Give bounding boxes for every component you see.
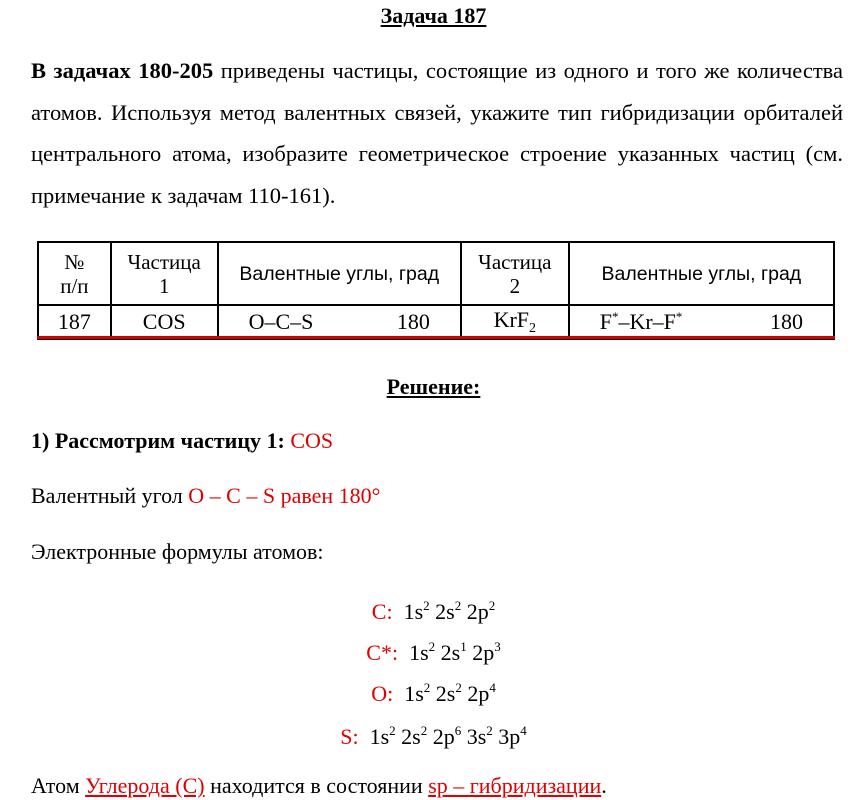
electron-formula-line (0, 717, 867, 751)
formula-atom: O: (371, 681, 394, 706)
angle-1-label: O–C–S (248, 309, 314, 334)
table-header-row (38, 242, 834, 305)
orbital-term: $1s^2$ (403, 598, 430, 624)
table-row (38, 305, 834, 339)
electron-formula-line (0, 633, 867, 667)
task-description (31, 50, 843, 216)
conclusion-line: Атом Углерода (С) находится в состоянии sp – гибридизации. (31, 773, 607, 798)
step-1-particle: COS (290, 428, 334, 453)
header-particle-2: Частица 2 (461, 242, 569, 305)
valence-angle-value: O – C – S равен 180° (188, 483, 381, 508)
orbital-term: $2p^2$ (466, 598, 496, 624)
task-text: приведены частицы, состоящие из одного и того же количества атомов. Используя метод валентных связей, укажите тип гибридизации орбиталей центрального атома, изобразите геометрическое строение указанных частиц (см. примечание к задачам 110-161). (31, 58, 843, 208)
orbital-term: $3s^2$ (466, 723, 493, 749)
header-number: № п/п (38, 242, 111, 305)
formulas-label: Электронные формулы атомов: (31, 539, 324, 564)
header-angles-1: Валентные углы, град (218, 242, 461, 305)
table-red-underline (37, 336, 835, 339)
orbital-term: $2p^3$ (472, 639, 501, 665)
formula-atom: C: (371, 599, 393, 624)
row-particle-1: COS (111, 305, 218, 339)
valence-angle-line: Валентный угол O – C – S равен 180° (31, 483, 381, 508)
row-angle-2 (569, 305, 834, 339)
orbital-term: $2p^4$ (467, 680, 496, 706)
solution-title: Решение: (386, 374, 481, 399)
orbital-term: $2s^2$ (435, 598, 462, 624)
task-table (37, 241, 835, 340)
orbital-term: $1s^2$ (369, 723, 396, 749)
electron-formula-line (0, 674, 867, 708)
task-range: В задачах 180-205 (31, 58, 214, 83)
orbital-term: $2s^2$ (435, 680, 462, 706)
electron-formula-line (0, 592, 867, 626)
orbital-term: $1s^2$ (404, 680, 431, 706)
row-number: 187 (38, 305, 111, 339)
orbital-term: $1s^2$ (409, 639, 436, 665)
angle-2-label: F*–Kr–F* (599, 309, 683, 334)
header-angles-2: Валентные углы, град (569, 242, 834, 305)
row-particle-2: KrF$_2$ (461, 305, 569, 339)
step-1-heading: 1) Рассмотрим частицу 1: COS (31, 428, 334, 453)
conclusion-hybridization: sp – гибридизации (428, 773, 602, 798)
orbital-term: $2s^1$ (440, 639, 467, 665)
orbital-term: $3p^4$ (498, 723, 527, 749)
header-particle-1: Частица 1 (111, 242, 218, 305)
angle-2-value: 180 (770, 309, 803, 334)
conclusion-atom: Углерода (С) (85, 773, 205, 798)
formula-atom: C*: (366, 640, 399, 665)
orbital-term: $2s^2$ (401, 723, 428, 749)
angle-1-value: 180 (396, 309, 430, 334)
row-angle-1 (218, 305, 461, 339)
formula-atom: S: (340, 724, 359, 749)
orbital-term: $2p^6$ (432, 723, 462, 749)
task-title: Задача 187 (380, 3, 487, 28)
